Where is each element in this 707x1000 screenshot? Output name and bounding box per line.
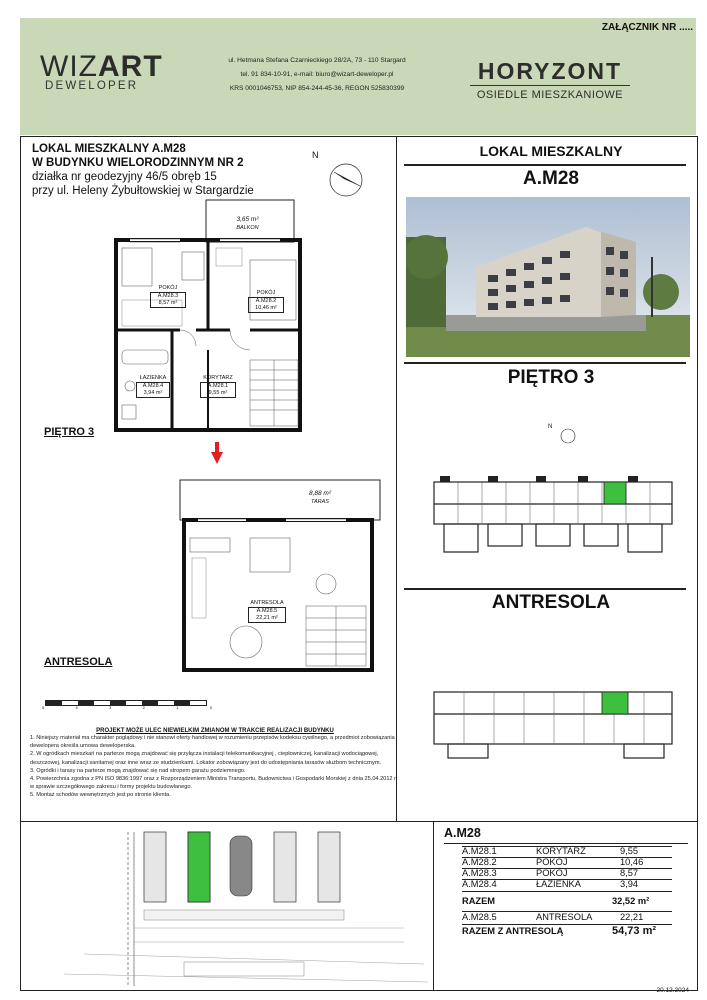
document-date: 20.12.2024 <box>656 987 689 994</box>
balcony-area: 3,65 m² <box>236 216 259 223</box>
note-item: 1. Niniejszy materiał ma charakter poglądowy i nie stanowi oferty handlowej w rozumieniu przepisów kodeksu cywilnego, a przedmiot zobowiązania dewelopera określa umowa deweloperska. <box>30 735 395 750</box>
note-item: 3. Ogródki i tarasy na parterze mogą znajdować się nad stropem garażu podziemnego. <box>30 767 246 774</box>
row-line <box>462 868 672 869</box>
floor-3-label: PIĘTRO 3 <box>44 426 95 438</box>
row-name: POKÓJ <box>536 857 568 867</box>
contact-address: ul. Hetmana Stefana Czarnieckiego 28/2A, 73 - 110 Stargard <box>228 57 406 64</box>
table-frame <box>462 846 672 892</box>
row-code: A.M28.3 <box>462 868 497 878</box>
room-label-m28-3 <box>150 285 186 308</box>
contact-phone-email: tel. 91 834-10-91, e-mail: biuro@wizart-deweloper.pl <box>240 71 394 78</box>
grand-total-value: 54,73 m² <box>612 925 657 937</box>
terrace-area: 8,88 m² <box>308 490 332 497</box>
notes-list <box>30 734 400 800</box>
room-area: 3,94 m² <box>143 390 163 396</box>
building-title: W BUDYNKU WIELORODZINNYM NR 2 <box>32 157 244 169</box>
floor-3-title: PIĘTRO 3 <box>507 367 595 388</box>
row-area: 22,21 <box>620 912 644 922</box>
divider <box>444 843 688 844</box>
row-name: ŁAZIENKA <box>536 879 581 889</box>
divider <box>404 164 686 166</box>
row-area: 3,94 <box>620 879 639 889</box>
room-area: 8,57 m² <box>158 300 178 306</box>
developer-logo <box>40 50 163 84</box>
notes-title: PROJEKT MOŻE ULEC NIEWIELKIM ZMIANOM W TRAKCIE REALIZACJI BUDYNKU <box>96 728 334 734</box>
floor-plan-3 <box>100 190 320 440</box>
area-table <box>462 846 672 966</box>
total-label: RAZEM <box>462 896 496 906</box>
room-name: KORYTARZ <box>203 375 233 381</box>
room-name: POKÓJ <box>158 285 178 291</box>
terrace-label: TARAS <box>311 499 329 505</box>
row-name: POKÓJ <box>536 868 568 878</box>
divider <box>404 588 686 590</box>
scale-tick: 1 <box>176 705 179 710</box>
room-area: 9,55 m² <box>208 390 228 396</box>
room-code: A.M28.4 <box>142 383 164 389</box>
room-label-m28-4 <box>136 375 170 398</box>
logo-text-bold: ART <box>97 50 163 83</box>
entrance-arrow-icon <box>210 440 224 466</box>
mezzanine-key-plan <box>428 684 678 766</box>
room-code: A.M28.5 <box>256 608 278 614</box>
spacer <box>320 215 321 216</box>
row-code: A.M28.4 <box>462 879 497 889</box>
unit-code-title: A.M28 <box>523 168 579 189</box>
divider <box>404 362 686 364</box>
row-code: A.M28.2 <box>462 857 497 867</box>
contact-registry: KRS 0001046753, NIP 854-244-45-36, REGON 525830399 <box>229 85 405 92</box>
scale-ticks <box>42 705 212 710</box>
row-line <box>462 857 672 858</box>
project-subtitle: OSIEDLE MIESZKANIOWE <box>476 89 624 101</box>
row-area: 10,46 <box>620 857 644 867</box>
site-plan <box>24 824 428 986</box>
room-label-m28-2 <box>248 290 284 313</box>
row-code: A.M28.5 <box>462 912 497 922</box>
row-name: KORYTARZ <box>536 846 586 856</box>
row-area: 9,55 <box>620 846 639 856</box>
note-item: 5. Montaż schodów wewnętrznych jest po stronie klienta. <box>30 792 171 799</box>
total-row <box>462 896 672 907</box>
room-name: POKÓJ <box>256 290 276 296</box>
room-label-m28-1 <box>200 375 236 398</box>
total-value: 32,52 m² <box>612 896 650 906</box>
room-code: A.M28.1 <box>207 383 229 389</box>
scale-tick: 0 <box>209 705 212 710</box>
mezzanine-plan <box>176 478 386 678</box>
compass-icon <box>322 158 370 200</box>
scale-tick: 5 <box>42 705 45 710</box>
scale-tick: 2 <box>142 705 145 710</box>
row-frame <box>462 911 672 925</box>
room-label-m28-5 <box>248 600 286 623</box>
balcony-label: BALKON <box>236 225 259 231</box>
north-label-right: N <box>548 424 553 430</box>
project-name: HORYZONT <box>477 58 623 84</box>
unit-type-title: LOKAL MIESZKALNY <box>479 143 623 159</box>
row-code: A.M28.1 <box>462 846 497 856</box>
mezzanine-title: ANTRESOLA <box>491 592 611 613</box>
north-label: N <box>312 150 319 160</box>
street-info: przy ul. Heleny Żybułtowskiej w Stargardzie <box>32 185 254 197</box>
floor-3-key-plan <box>428 468 678 564</box>
unit-title: LOKAL MIESZKALNY A.M28 <box>32 143 186 155</box>
grand-total-row <box>462 926 672 937</box>
row-area: 8,57 <box>620 868 639 878</box>
developer-logo-sub: DEWELOPER <box>45 80 139 92</box>
compass-icon <box>556 426 580 446</box>
room-area: 22,21 m² <box>256 615 278 621</box>
scale-tick: 4 <box>75 705 78 710</box>
room-name: ŁAZIENKA <box>139 375 167 381</box>
logo-text-light: WIZ <box>40 50 98 83</box>
unit-highlight <box>604 482 626 504</box>
contact-info <box>212 54 422 96</box>
row-name: ANTRESOLA <box>536 912 593 922</box>
building-highlight <box>188 832 210 902</box>
mezzanine-label: ANTRESOLA <box>44 656 113 668</box>
room-code: A.M28.2 <box>255 298 277 304</box>
note-item: 2. W ogródkach mieszkań na parterze mogą znajdować się przyłącza instalacji telekomunikacyjnej , ciepłowniczej, kanalizacji wodociągowej, deszczowej, kanalizacji sanitarnej oraz inne wraz ze studzienkami. Lokator zobowiązany jest do udostępniania tarasów służbom technicznym. <box>30 751 382 766</box>
building-rendering <box>406 197 690 357</box>
scale-tick: 3 <box>109 705 112 710</box>
project-divider <box>470 85 630 86</box>
grand-total-label: RAZEM Z ANTRESOLĄ <box>462 926 564 936</box>
summary-title: A.M28 <box>444 826 481 840</box>
note-item: 4. Powierzchnia zgodna z PN ISO 9836:1997 oraz z Rozporządzeniem Ministra Transportu, Budownictwa i Gospodarki Morskiej z dnia 25.04.2012 r. w sprawie szczegółowego zakresu i formy projektu budowlanego. <box>30 776 398 791</box>
room-code: A.M28.3 <box>157 293 179 299</box>
annex-label: ZAŁĄCZNIK NR ..... <box>601 22 693 33</box>
room-name: ANTRESOLA <box>250 600 284 606</box>
row-line <box>462 879 672 880</box>
room-area: 10,46 m² <box>255 305 277 311</box>
parcel-info: działka nr geodezyjny 46/5 obręb 15 <box>32 171 217 183</box>
unit-highlight <box>602 692 628 714</box>
